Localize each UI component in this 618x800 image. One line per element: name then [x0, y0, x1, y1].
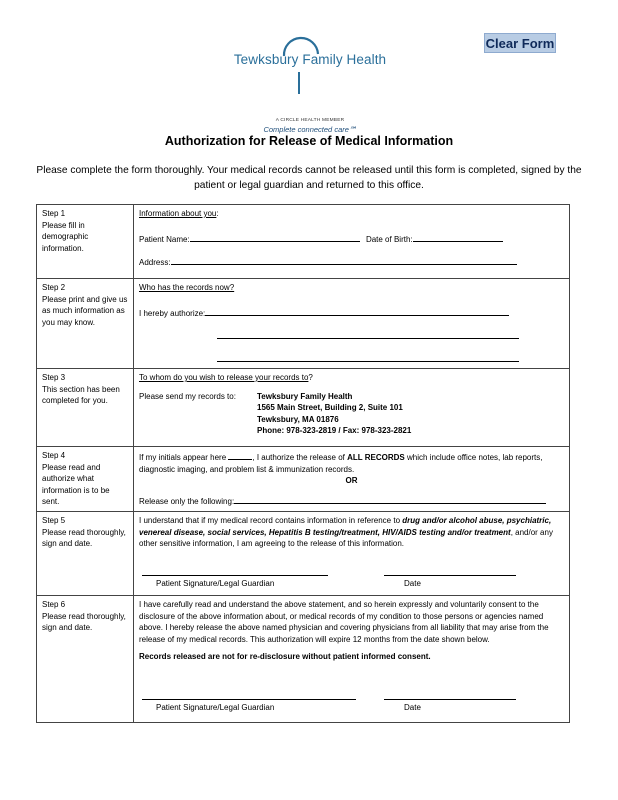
step-6-row [37, 596, 570, 723]
recipient-addr1: 1565 Main Street, Building 2, Suite 101 [257, 403, 403, 412]
step-6-signature-label: Patient Signature/Legal Guardian [156, 703, 275, 712]
logo-tagline: Complete connected care℠ [263, 125, 357, 134]
step-6-signature-field[interactable] [142, 699, 356, 700]
initials-field[interactable] [228, 450, 252, 460]
step-3-content [134, 369, 570, 447]
clear-form-button[interactable]: Clear Form [484, 33, 556, 53]
dob-label: Date of Birth: [365, 234, 413, 244]
step-6-cell [37, 596, 134, 723]
step-6-label: Step 6 [42, 600, 66, 609]
initials-text-pre: If my initials appear here [139, 453, 227, 462]
step-5-cell [37, 512, 134, 596]
step-1-label: Step 1 [42, 209, 66, 218]
form-intro: Please complete the form thoroughly. Your medical records cannot be released until this form is completed, signed by the patient or legal guardian and returned to this office. [36, 165, 582, 191]
authorize-field-3[interactable] [217, 352, 519, 362]
dob-field[interactable] [413, 232, 503, 242]
send-to-label: Please send my records to: [139, 391, 236, 401]
step-5-date-label: Date [404, 579, 421, 588]
authorization-table [36, 204, 570, 723]
all-records-text: ALL RECORDS [347, 453, 405, 462]
step-6-date-field[interactable] [384, 699, 516, 700]
step-6-content [134, 596, 570, 723]
address-label: Address: [139, 258, 171, 267]
step-5-label: Step 5 [42, 516, 66, 525]
step-1-heading: Information about you [139, 209, 217, 218]
step-4-desc: Please read and authorize what information is to be sent. [42, 462, 110, 506]
initials-text-mid: , I authorize the release of [252, 453, 345, 462]
step-1-row [37, 205, 570, 279]
step-5-sensitive: drug and/or alcohol abuse, psychiatric, venereal disease, social services, Hepatitis B testing/treatment, HIV/AIDS testing and/or treatment [139, 516, 552, 537]
step-2-cell [37, 279, 134, 369]
step-5-text-pre: I understand that if my medical record contains information in reference to [139, 516, 401, 525]
recipient-org: Tewksbury Family Health [257, 391, 353, 401]
or-text: OR [345, 476, 358, 485]
step-4-label: Step 4 [42, 451, 66, 460]
release-only-field[interactable] [234, 494, 546, 504]
step-6-desc: Please read thoroughly, sign and date. [42, 611, 126, 632]
step-5-desc: Please read thoroughly, sign and date. [42, 527, 126, 548]
step-6-text: I have carefully read and understand the above statement, and so herein expressly and voluntarily consent to the disclosure of the above information about, or medical records of my condition to those persons or agencies named above. I hereby release the above named physician and covering physicians from all liability that may arise from the release of my medical records. This authorization will expire 12 months from the date shown below. [139, 600, 549, 644]
logo-name: Tewksbury Family Health [233, 52, 387, 67]
step-3-heading: To whom do you wish to release your records to [139, 373, 309, 382]
step-1-desc: Please fill in demographic information. [42, 220, 89, 253]
authorize-field-1[interactable] [205, 306, 509, 316]
logo-member-text: A CIRCLE HEALTH MEMBER [275, 118, 345, 123]
step-2-row [37, 279, 570, 369]
patient-name-label: Patient Name: [139, 234, 190, 244]
address-field[interactable] [171, 255, 517, 265]
authorize-field-2[interactable] [217, 329, 519, 339]
step-5-content [134, 512, 570, 596]
step-4-row [37, 447, 570, 512]
recipient-address [257, 391, 411, 437]
step-2-desc: Please print and give us as much information as you may know. [42, 294, 128, 327]
patient-name-field[interactable] [190, 232, 360, 242]
step-2-label: Step 2 [42, 283, 66, 292]
step-5-text-post: , and/or any other sensitive information, I am agreeing to the release of this information. [139, 527, 553, 548]
step-1-content [134, 205, 570, 279]
step-4-content [134, 447, 570, 512]
step-1-heading-colon: : [216, 209, 219, 218]
recipient-phone: Phone: 978-323-2819 / Fax: 978-323-2821 [257, 426, 412, 435]
step-5-row [37, 512, 570, 596]
logo [210, 32, 410, 134]
step-4-cell [37, 447, 134, 512]
step-2-heading: Who has the records now? [139, 283, 235, 292]
recipient-addr2: Tewksbury, MA 01876 [257, 414, 339, 424]
step-3-heading-q: ? [308, 373, 313, 382]
step-6-date-label: Date [404, 703, 421, 712]
release-only-label: Release only the following: [139, 496, 235, 506]
step-3-cell [37, 369, 134, 447]
step-3-row [37, 369, 570, 447]
step-5-signature-field[interactable] [142, 575, 328, 576]
step-5-signature-label: Patient Signature/Legal Guardian [156, 579, 275, 588]
step-3-desc: This section has been completed for you. [42, 384, 120, 405]
form-title: Authorization for Release of Medical Information [164, 134, 454, 148]
step-5-date-field[interactable] [384, 575, 516, 576]
step-1-cell [37, 205, 134, 279]
logo-bar [298, 72, 300, 94]
step-6-notice: Records released are not for re-disclosure without patient informed consent. [139, 652, 431, 661]
step-2-content [134, 279, 570, 369]
authorize-label: I hereby authorize: [139, 308, 206, 318]
step-3-label: Step 3 [42, 373, 66, 382]
initials-text-post: which include office notes, lab reports, diagnostic imaging, and problem list & immunization records. [139, 453, 543, 474]
